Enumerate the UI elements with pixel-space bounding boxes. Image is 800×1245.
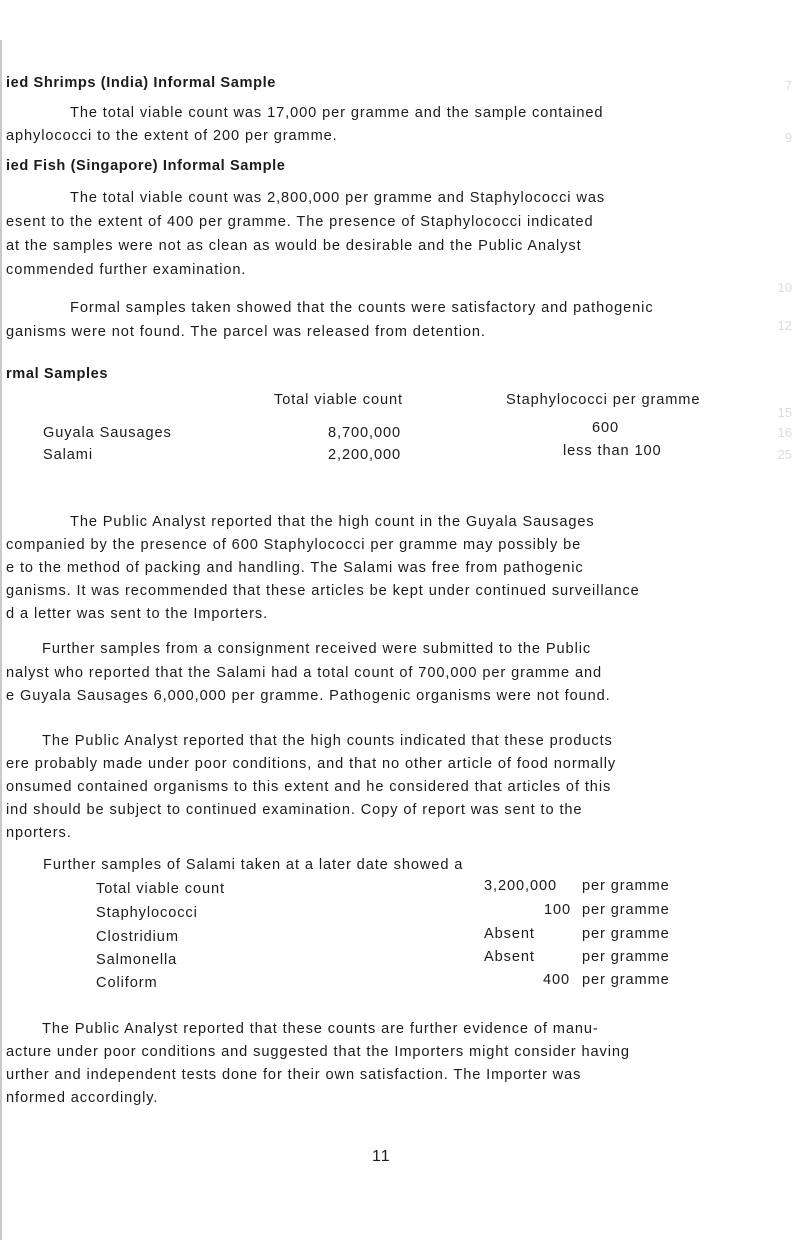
section-heading: ied Shrimps (India) Informal Sample <box>6 75 276 91</box>
result-value: Absent <box>484 926 535 942</box>
result-unit: per gramme <box>582 926 670 942</box>
result-label: Salmonella <box>96 952 178 968</box>
paragraph-line: nalyst who reported that the Salami had a total count of 700,000 per gramme and <box>6 665 602 681</box>
paragraph-line: commended further examination. <box>6 262 247 278</box>
paragraph-line: ind should be subject to continued examination. Copy of report was sent to the <box>6 802 583 818</box>
paragraph-line: e Guyala Sausages 6,000,000 per gramme. Pathogenic organisms were not found. <box>6 688 611 704</box>
result-value: 100 <box>544 902 572 918</box>
result-value: Absent <box>484 949 535 965</box>
paragraph-line: e to the method of packing and handling. The Salami was free from pathogenic <box>6 560 584 576</box>
bleed-through-number: 12 <box>777 318 792 333</box>
result-unit: per gramme <box>582 949 670 965</box>
paragraph-line: acture under poor conditions and suggested that the Importers might consider having <box>6 1044 630 1060</box>
table-cell-name: Guyala Sausages <box>43 425 172 441</box>
bleed-through-number: 10 <box>777 280 792 295</box>
result-unit: per gramme <box>582 972 670 988</box>
paragraph-line: d a letter was sent to the Importers. <box>6 606 269 622</box>
paragraph-line: nporters. <box>6 825 72 841</box>
column-header: Staphylococci per gramme <box>506 392 701 408</box>
result-unit: per gramme <box>582 902 670 918</box>
paragraph-line: ganisms. It was recommended that these articles be kept under continued surveillance <box>6 583 640 599</box>
paragraph-line: esent to the extent of 400 per gramme. The presence of Staphylococci indicated <box>6 214 594 230</box>
result-label: Total viable count <box>96 881 225 897</box>
paragraph-line: companied by the presence of 600 Staphylococci per gramme may possibly be <box>6 537 582 553</box>
paragraph-line: Further samples of Salami taken at a later date showed a <box>43 857 464 873</box>
result-value: 3,200,000 <box>484 878 558 894</box>
paragraph-line: ganisms were not found. The parcel was released from detention. <box>6 324 486 340</box>
section-heading: ied Fish (Singapore) Informal Sample <box>6 158 286 174</box>
bleed-through-number: 7 <box>784 78 792 93</box>
paragraph-line: The total viable count was 17,000 per gramme and the sample contained <box>70 105 604 121</box>
paragraph-line: Further samples from a consignment received were submitted to the Public <box>42 641 592 657</box>
table-cell-count: 8,700,000 <box>328 425 402 441</box>
result-unit: per gramme <box>582 878 670 894</box>
table-cell-count: 2,200,000 <box>328 447 402 463</box>
bleed-through-number: 9 <box>784 130 792 145</box>
paragraph-line: Formal samples taken showed that the counts were satisfactory and pathogenic <box>70 300 654 316</box>
paragraph-line: urther and independent tests done for their own satisfaction. The Importer was <box>6 1067 582 1083</box>
page-edge-shadow <box>0 40 2 1240</box>
page-number: 11 <box>372 1148 391 1165</box>
paragraph-line: The total viable count was 2,800,000 per gramme and Staphylococci was <box>70 190 606 206</box>
result-label: Coliform <box>96 975 158 991</box>
result-label: Clostridium <box>96 929 179 945</box>
paragraph-line: The Public Analyst reported that the high count in the Guyala Sausages <box>70 514 595 530</box>
paragraph-line: The Public Analyst reported that the high counts indicated that these products <box>42 733 613 749</box>
table-cell-name: Salami <box>43 447 94 463</box>
paragraph-line: nformed accordingly. <box>6 1090 159 1106</box>
bleed-through-number: 15 <box>777 405 792 420</box>
paragraph-line: onsumed contained organisms to this extent and he considered that articles of this <box>6 779 612 795</box>
table-cell-staph: less than 100 <box>563 443 662 459</box>
paragraph-line: at the samples were not as clean as would be desirable and the Public Analyst <box>6 238 582 254</box>
bleed-through-number: 25 <box>777 447 792 462</box>
section-heading: rmal Samples <box>6 366 109 382</box>
table-cell-staph: 600 <box>592 420 620 436</box>
paragraph-line: The Public Analyst reported that these counts are further evidence of manu- <box>42 1021 599 1037</box>
result-value: 400 <box>543 972 571 988</box>
paragraph-line: ere probably made under poor conditions, and that no other article of food normally <box>6 756 617 772</box>
paragraph-line: aphylococci to the extent of 200 per gramme. <box>6 128 338 144</box>
result-label: Staphylococci <box>96 905 198 921</box>
column-header: Total viable count <box>274 392 403 408</box>
bleed-through-number: 16 <box>777 425 792 440</box>
